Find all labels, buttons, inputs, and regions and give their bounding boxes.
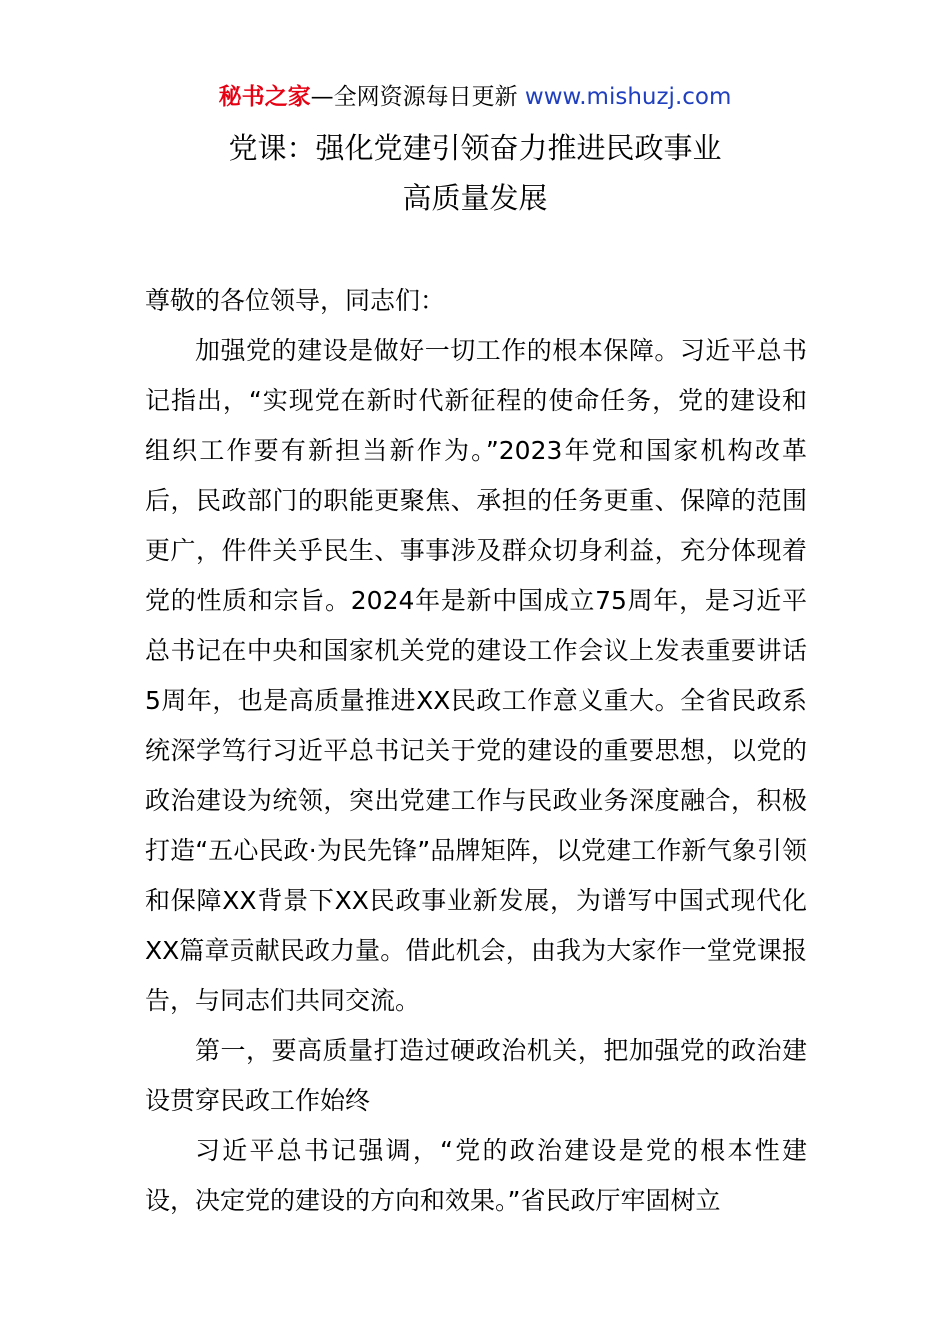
site-brand: 秘书之家 bbox=[218, 84, 311, 110]
site-header bbox=[0, 80, 950, 114]
salutation: 尊敬的各位领导，同志们： bbox=[145, 286, 446, 315]
section-heading: 第一，要高质量打造过硬政治机关，把加强党的政治建设贯穿民政工作始终 bbox=[145, 1036, 807, 1115]
document-title-line2: 高质量发展 bbox=[402, 181, 548, 215]
site-url-link[interactable]: www.mishuzj.com bbox=[524, 84, 732, 110]
site-tagline: —全网资源每日更新 bbox=[310, 84, 525, 110]
paragraph: 习近平总书记强调，“党的政治建设是党的根本性建设，决定党的建设的方向和效果。”省民政厅牢固树立 bbox=[145, 1136, 807, 1215]
paragraph: 加强党的建设是做好一切工作的根本保障。习近平总书记指出，“实现党在新时代新征程的使命任务，党的建设和组织工作要有新担当新作为。”2023年党和国家机构改革后，民政部门的职能更聚焦、承担的任务更重、保障的范围更广，件件关乎民生、事事涉及群众切身利益，充分体现着党的性质和宗旨。2024年是新中国成立75周年，是习近平总书记在中央和国家机关党的建设工作会议上发表重要讲话5周年，也是高质量推进XX民政工作意义重大。全省民政系统深学笃行习近平总书记关于党的建设的重要思想，以党的政治建设为统领，突出党建工作与民政业务深度融合，积极打造“五心民政·为民先锋”品牌矩阵，以党建工作新气象引领和保障XX背景下XX民政事业新发展，为谱写中国式现代化XX篇章贡献民政力量。借此机会，由我为大家作一堂党课报告，与同志们共同交流。 bbox=[145, 336, 807, 1015]
document-title-line1: 党课：强化党建引领奋力推进民政事业 bbox=[228, 131, 722, 165]
document-body bbox=[145, 276, 807, 1226]
